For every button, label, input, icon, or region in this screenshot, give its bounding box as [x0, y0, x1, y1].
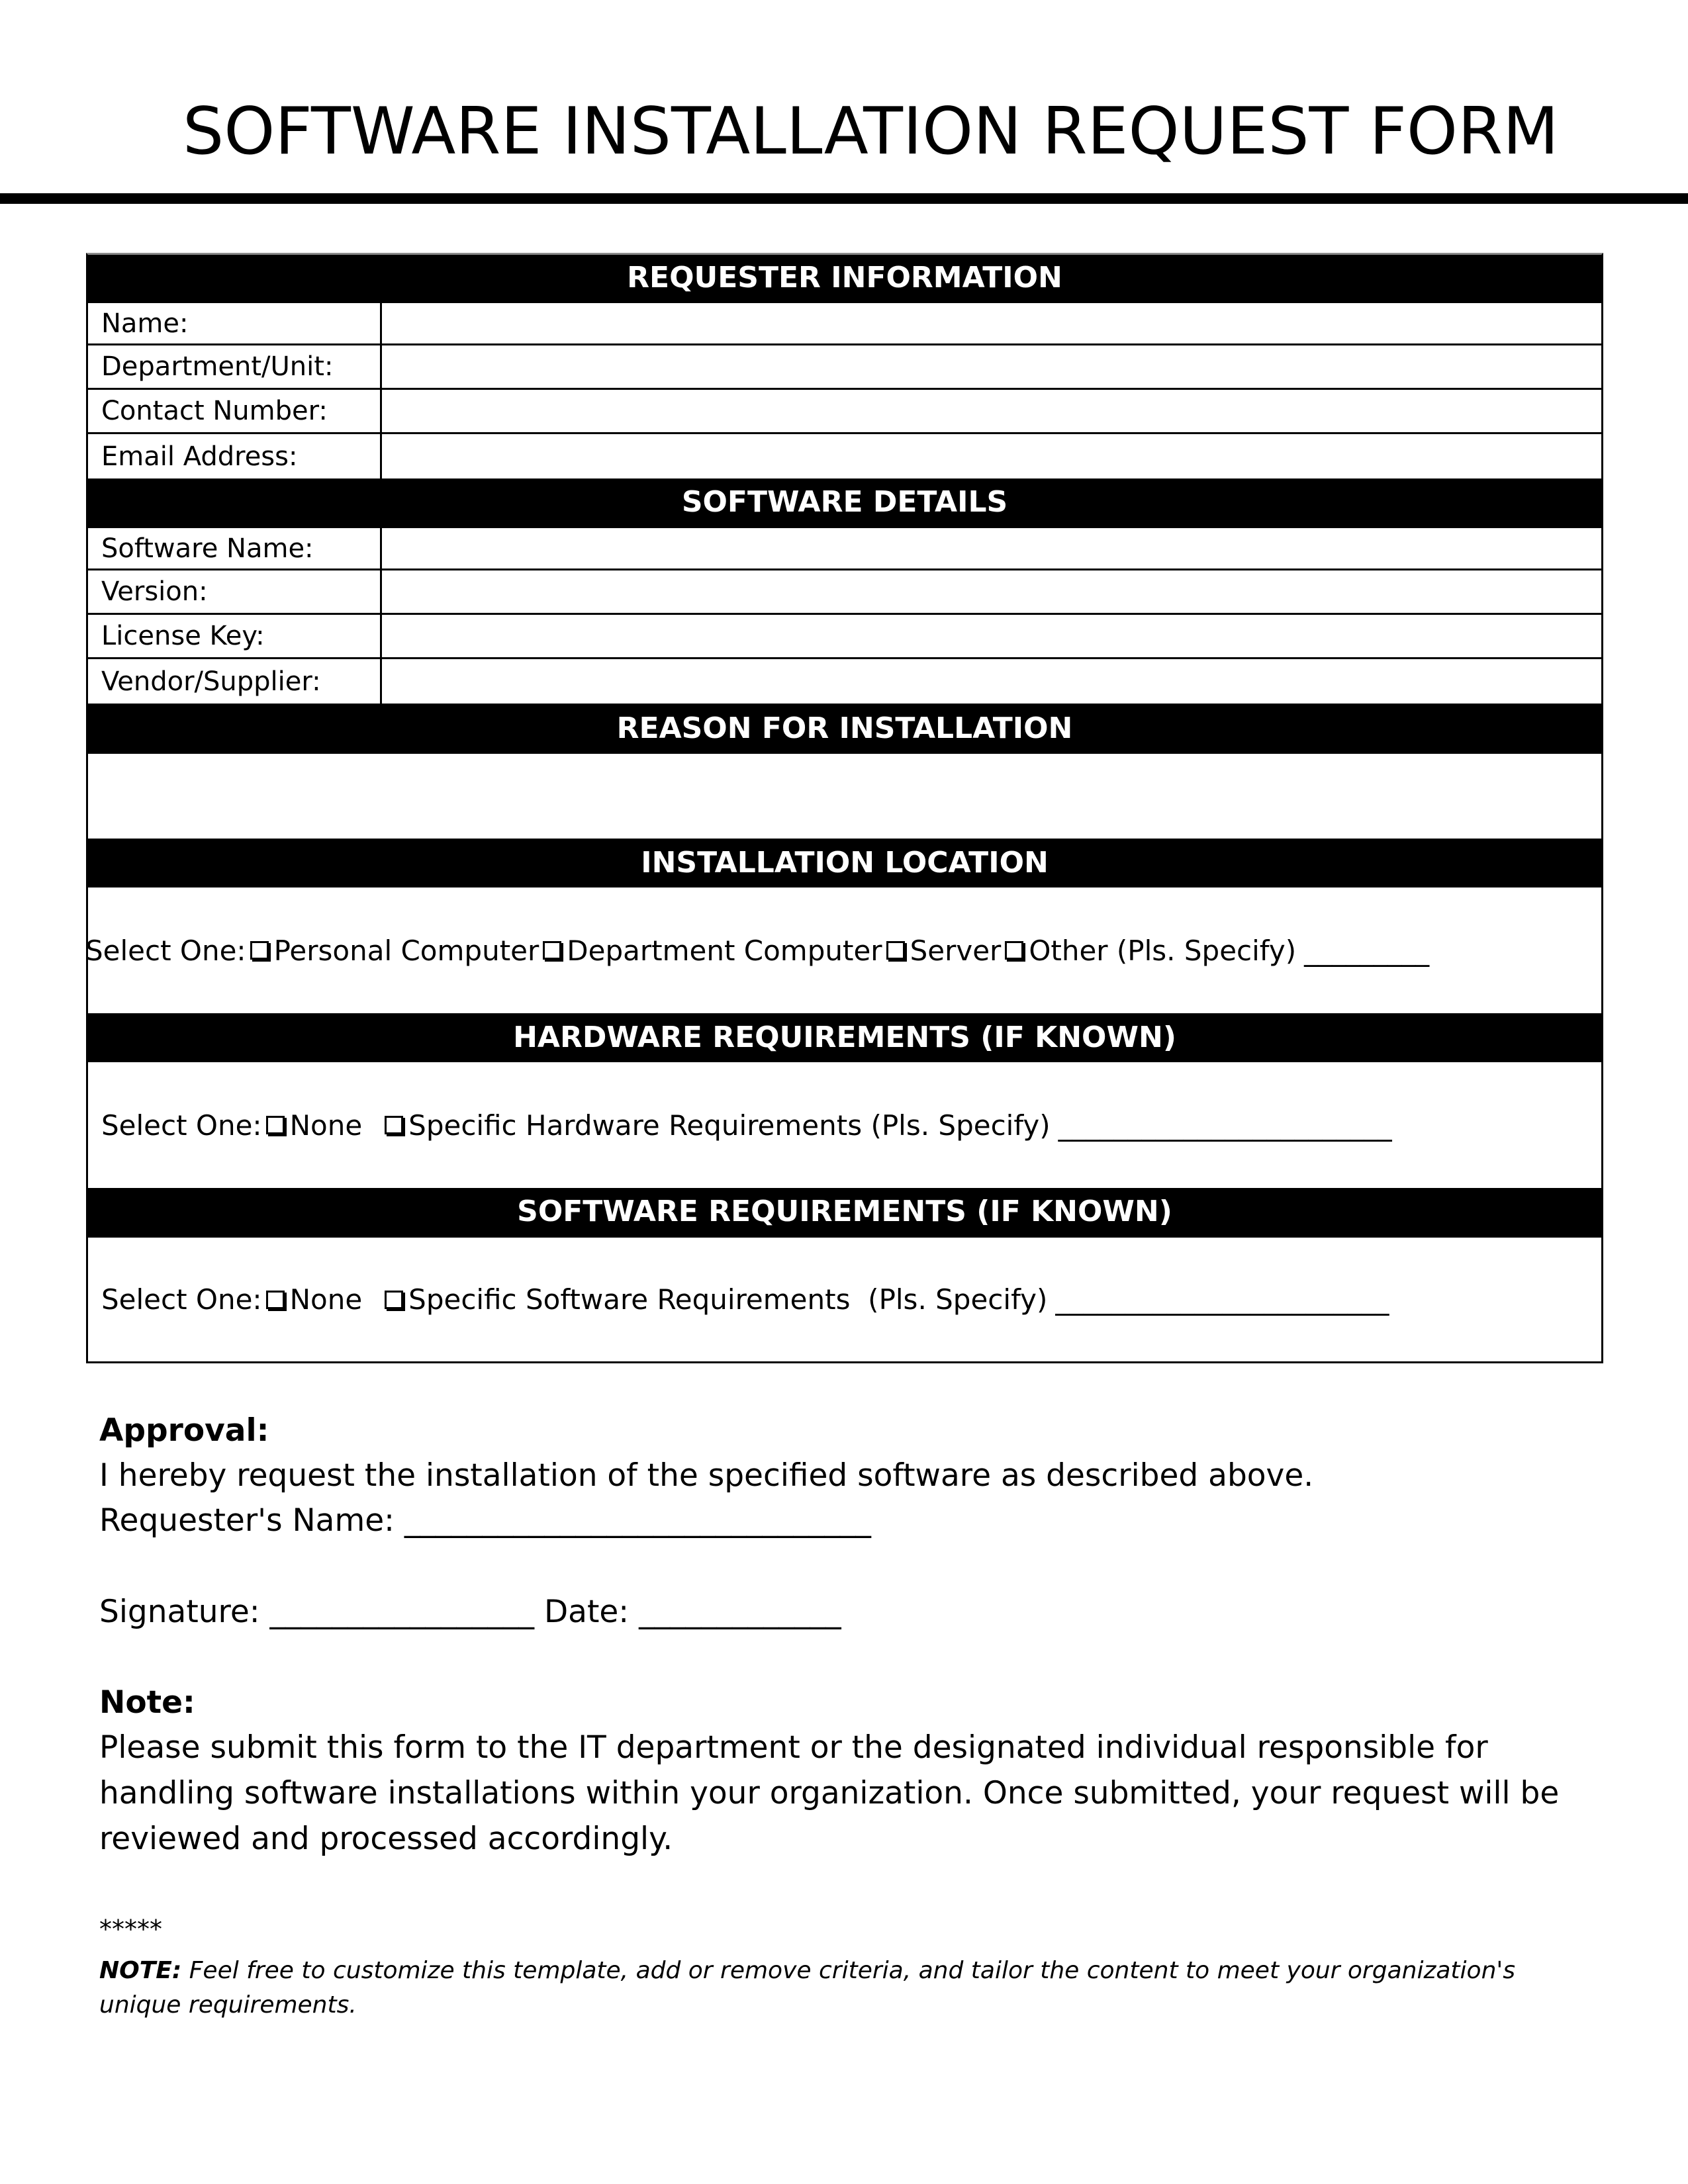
- requester-name-line[interactable]: Requester's Name: ______________________________: [99, 1502, 871, 1539]
- field-label: Vendor/Supplier:: [88, 659, 382, 704]
- field-row-version: [88, 570, 1601, 615]
- separator-stars: *****: [99, 1915, 162, 1944]
- field-row-software-name: [88, 526, 1601, 570]
- request-form: [86, 253, 1603, 1363]
- field-row-email: [88, 434, 1601, 478]
- hardware-specify-blank[interactable]: ________________________: [1058, 1109, 1392, 1142]
- title-divider: [0, 193, 1688, 204]
- approval-statement: I hereby request the installation of the specified software as described above.: [99, 1457, 1314, 1494]
- checkbox-icon[interactable]: [886, 941, 905, 960]
- footnote-label: NOTE:: [99, 1957, 182, 1984]
- page-title: SOFTWARE INSTALLATION REQUEST FORM: [183, 94, 1559, 169]
- contact-number-input[interactable]: [382, 390, 1601, 432]
- option-label: Other (Pls. Specify): [1029, 934, 1297, 967]
- version-input[interactable]: [382, 570, 1601, 613]
- option-other[interactable]: [1001, 934, 1296, 967]
- section-heading-reason: REASON FOR INSTALLATION: [88, 704, 1601, 754]
- field-row-vendor: [88, 659, 1601, 704]
- software-req-select-row: [88, 1236, 1601, 1361]
- option-specific-software[interactable]: [381, 1283, 1047, 1316]
- option-label: Personal Computer: [273, 934, 539, 967]
- field-row-license: [88, 615, 1601, 659]
- reason-input[interactable]: [88, 754, 1601, 839]
- option-label: None: [289, 1283, 363, 1316]
- checkbox-icon[interactable]: [385, 1291, 403, 1309]
- email-input[interactable]: [382, 434, 1601, 478]
- hardware-select-row: [88, 1062, 1601, 1188]
- option-label: Server: [910, 934, 1002, 967]
- field-label: Email Address:: [88, 434, 382, 478]
- footnote-text: Feel free to customize this template, add or remove criteria, and tailor the content to meet your organization's unique requirements.: [99, 1957, 1516, 2019]
- field-label: License Key:: [88, 615, 382, 657]
- field-row-name: [88, 301, 1601, 345]
- note-heading: Note:: [99, 1684, 195, 1721]
- option-none[interactable]: [262, 1283, 363, 1316]
- select-prompt: Select One:: [101, 1109, 262, 1142]
- vendor-input[interactable]: [382, 659, 1601, 704]
- checkbox-icon[interactable]: [250, 941, 269, 960]
- option-label: Specific Software Requirements (Pls. Specify): [408, 1283, 1048, 1316]
- license-key-input[interactable]: [382, 615, 1601, 657]
- select-prompt: Select One:: [85, 934, 246, 967]
- section-heading-software-requirements: SOFTWARE REQUIREMENTS (IF KNOWN): [88, 1188, 1601, 1236]
- other-specify-blank[interactable]: _________: [1304, 934, 1430, 967]
- checkbox-icon[interactable]: [385, 1116, 403, 1134]
- section-heading-requester: REQUESTER INFORMATION: [88, 255, 1601, 301]
- option-none[interactable]: [262, 1109, 363, 1142]
- software-specify-blank[interactable]: ________________________: [1055, 1283, 1389, 1316]
- name-input[interactable]: [382, 303, 1601, 343]
- field-label: Contact Number:: [88, 390, 382, 432]
- note-text: Please submit this form to the IT department or the designated individual responsible for handling software installations within your organization. Once submitted, your request will be reviewed and processed accordingly.: [99, 1729, 1560, 1857]
- field-label: Department/Unit:: [88, 345, 382, 388]
- section-heading-location: INSTALLATION LOCATION: [88, 839, 1601, 887]
- option-server[interactable]: [882, 934, 1002, 967]
- option-personal-computer[interactable]: [246, 934, 539, 967]
- option-label: None: [289, 1109, 363, 1142]
- field-label: Software Name:: [88, 528, 382, 569]
- option-label: Specific Hardware Requirements (Pls. Specify): [408, 1109, 1051, 1142]
- location-select-row: [85, 887, 1601, 1013]
- option-department-computer[interactable]: [539, 934, 882, 967]
- section-heading-hardware: HARDWARE REQUIREMENTS (IF KNOWN): [88, 1013, 1601, 1062]
- checkbox-icon[interactable]: [543, 941, 561, 960]
- software-name-input[interactable]: [382, 528, 1601, 569]
- department-input[interactable]: [382, 345, 1601, 388]
- option-label: Department Computer: [567, 934, 882, 967]
- checkbox-icon[interactable]: [266, 1291, 285, 1309]
- select-prompt: Select One:: [101, 1283, 262, 1316]
- approval-heading: Approval:: [99, 1412, 269, 1449]
- option-specific-hardware[interactable]: [381, 1109, 1050, 1142]
- field-row-department: [88, 345, 1601, 390]
- checkbox-icon[interactable]: [1005, 941, 1023, 960]
- checkbox-icon[interactable]: [266, 1116, 285, 1134]
- section-heading-software: SOFTWARE DETAILS: [88, 478, 1601, 526]
- field-label: Name:: [88, 303, 382, 343]
- template-footnote: [99, 1954, 1595, 2023]
- field-label: Version:: [88, 570, 382, 613]
- field-row-contact: [88, 390, 1601, 434]
- signature-date-line[interactable]: Signature: _________________ Date: _____________: [99, 1594, 841, 1630]
